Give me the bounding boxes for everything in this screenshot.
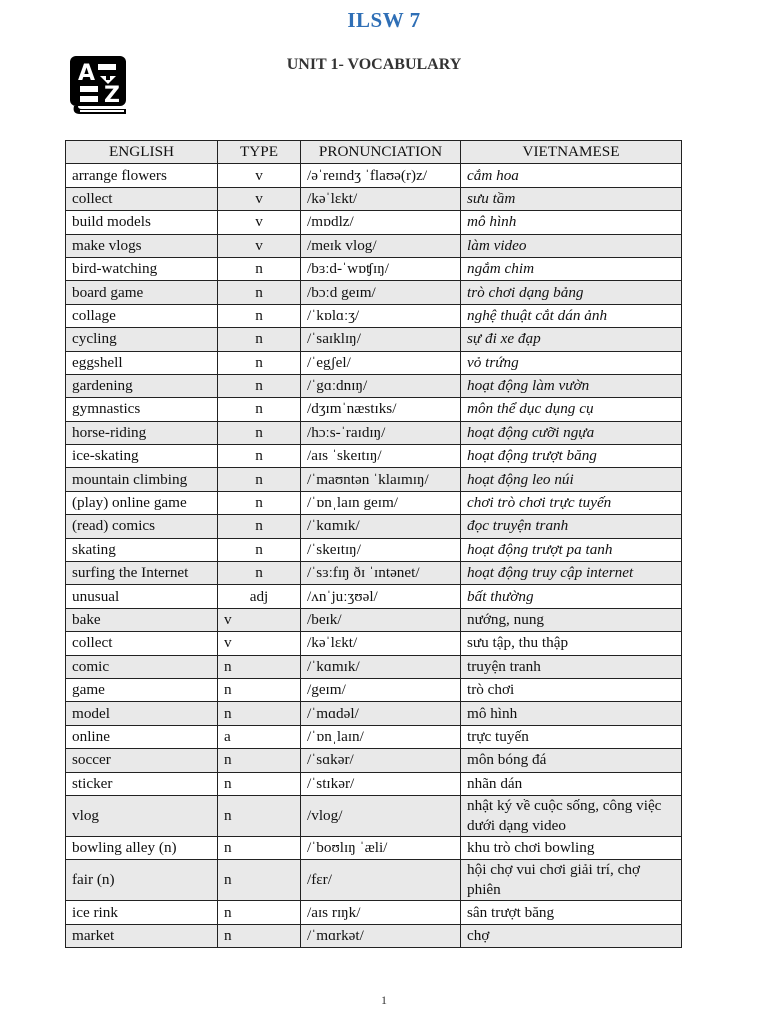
table-row xyxy=(66,924,682,947)
type-cell: n xyxy=(218,655,301,678)
table-row xyxy=(66,234,682,257)
svg-text:Z: Z xyxy=(104,83,120,108)
type-cell: n xyxy=(218,328,301,351)
type-cell: n xyxy=(218,281,301,304)
pronunciation-cell: /kəˈlɛkt/ xyxy=(301,632,461,655)
header-english: ENGLISH xyxy=(66,141,218,164)
header-pronunciation: PRONUNCIATION xyxy=(301,141,461,164)
pronunciation-cell: /vlog/ xyxy=(301,795,461,836)
type-cell: n xyxy=(218,749,301,772)
english-cell: bird-watching xyxy=(66,257,218,280)
table-row xyxy=(66,351,682,374)
pronunciation-cell: /ˈmaʊntən ˈklaɪmɪŋ/ xyxy=(301,468,461,491)
pronunciation-cell: /ˈɒnˌlaɪn geɪm/ xyxy=(301,491,461,514)
english-cell: game xyxy=(66,678,218,701)
pronunciation-cell: /bɔːd geɪm/ xyxy=(301,281,461,304)
table-row xyxy=(66,164,682,187)
english-cell: sticker xyxy=(66,772,218,795)
vietnamese-cell: sưu tập, thu thập xyxy=(461,632,682,655)
vietnamese-cell: cắm hoa xyxy=(461,164,682,187)
type-cell: n xyxy=(218,772,301,795)
table-row xyxy=(66,374,682,397)
type-cell: n xyxy=(218,468,301,491)
vietnamese-cell: đọc truyện tranh xyxy=(461,515,682,538)
type-cell: n xyxy=(218,515,301,538)
table-row xyxy=(66,257,682,280)
svg-text:A: A xyxy=(78,61,96,86)
english-cell: mountain climbing xyxy=(66,468,218,491)
pronunciation-cell: /fɛr/ xyxy=(301,860,461,901)
english-cell: bowling alley (n) xyxy=(66,836,218,859)
type-cell: v xyxy=(218,632,301,655)
english-cell: (play) online game xyxy=(66,491,218,514)
table-row xyxy=(66,772,682,795)
type-cell: v xyxy=(218,234,301,257)
vietnamese-cell: nhật ký về cuộc sống, công việc dưới dạng video xyxy=(461,795,682,836)
english-cell: ice-skating xyxy=(66,445,218,468)
english-cell: arrange flowers xyxy=(66,164,218,187)
page-title: ILSW 7 xyxy=(347,8,421,32)
vietnamese-cell: hoạt động cưỡi ngựa xyxy=(461,421,682,444)
table-row xyxy=(66,901,682,924)
vietnamese-cell: mô hình xyxy=(461,211,682,234)
vocabulary-table xyxy=(65,140,682,948)
pronunciation-cell: /geɪm/ xyxy=(301,678,461,701)
vietnamese-cell: khu trò chơi bowling xyxy=(461,836,682,859)
type-cell: n xyxy=(218,491,301,514)
vietnamese-cell: truyện tranh xyxy=(461,655,682,678)
vietnamese-cell: hoạt động trượt băng xyxy=(461,445,682,468)
vietnamese-cell: ngắm chim xyxy=(461,257,682,280)
table-row xyxy=(66,632,682,655)
type-cell: n xyxy=(218,304,301,327)
table-row xyxy=(66,585,682,608)
table-row xyxy=(66,187,682,210)
vietnamese-cell: chơi trò chơi trực tuyến xyxy=(461,491,682,514)
english-cell: soccer xyxy=(66,749,218,772)
pronunciation-cell: /ˈstɪkər/ xyxy=(301,772,461,795)
pronunciation-cell: /bɜːd-ˈwɒʧɪŋ/ xyxy=(301,257,461,280)
english-cell: vlog xyxy=(66,795,218,836)
table-row xyxy=(66,538,682,561)
pronunciation-cell: /ˈskeɪtɪŋ/ xyxy=(301,538,461,561)
type-cell: n xyxy=(218,678,301,701)
english-cell: online xyxy=(66,725,218,748)
english-cell: make vlogs xyxy=(66,234,218,257)
pronunciation-cell: /ˈboʊlɪŋ ˈæli/ xyxy=(301,836,461,859)
type-cell: n xyxy=(218,257,301,280)
pronunciation-cell: /əˈreɪndʒ ˈflaʊə(r)z/ xyxy=(301,164,461,187)
table-row xyxy=(66,562,682,585)
vietnamese-cell: sân trượt băng xyxy=(461,901,682,924)
table-row xyxy=(66,725,682,748)
table-row xyxy=(66,421,682,444)
pronunciation-cell: /ʌnˈjuːʒʊəl/ xyxy=(301,585,461,608)
vietnamese-cell: môn thể dục dụng cụ xyxy=(461,398,682,421)
vietnamese-cell: nhãn dán xyxy=(461,772,682,795)
table-row xyxy=(66,702,682,725)
english-cell: comic xyxy=(66,655,218,678)
type-cell: n xyxy=(218,836,301,859)
vietnamese-cell: nghệ thuật cắt dán ảnh xyxy=(461,304,682,327)
type-cell: n xyxy=(218,795,301,836)
pronunciation-cell: /kəˈlɛkt/ xyxy=(301,187,461,210)
english-cell: cycling xyxy=(66,328,218,351)
english-cell: collect xyxy=(66,187,218,210)
type-cell: v xyxy=(218,187,301,210)
table-row xyxy=(66,515,682,538)
a-z-dictionary-icon xyxy=(68,54,130,116)
english-cell: collage xyxy=(66,304,218,327)
type-cell: n xyxy=(218,702,301,725)
pronunciation-cell: /aɪs rɪŋk/ xyxy=(301,901,461,924)
english-cell: eggshell xyxy=(66,351,218,374)
vocabulary-table-body xyxy=(66,164,682,948)
vietnamese-cell: hoạt động truy cập internet xyxy=(461,562,682,585)
table-row xyxy=(66,655,682,678)
type-cell: n xyxy=(218,562,301,585)
pronunciation-cell: /meɪk vlog/ xyxy=(301,234,461,257)
pronunciation-cell: /ˈkɒlɑːʒ/ xyxy=(301,304,461,327)
english-cell: gardening xyxy=(66,374,218,397)
type-cell: v xyxy=(218,211,301,234)
english-cell: ice rink xyxy=(66,901,218,924)
table-row xyxy=(66,795,682,836)
english-cell: fair (n) xyxy=(66,860,218,901)
english-cell: board game xyxy=(66,281,218,304)
table-row xyxy=(66,678,682,701)
vietnamese-cell: làm video xyxy=(461,234,682,257)
english-cell: skating xyxy=(66,538,218,561)
type-cell: n xyxy=(218,421,301,444)
table-row xyxy=(66,398,682,421)
table-row xyxy=(66,491,682,514)
english-cell: (read) comics xyxy=(66,515,218,538)
english-cell: horse-riding xyxy=(66,421,218,444)
table-row xyxy=(66,860,682,901)
pronunciation-cell: /ˈsɜːfɪŋ ðɪ ˈɪntənet/ xyxy=(301,562,461,585)
english-cell: model xyxy=(66,702,218,725)
table-row xyxy=(66,281,682,304)
english-cell: surfing the Internet xyxy=(66,562,218,585)
table-row xyxy=(66,445,682,468)
pronunciation-cell: /aɪs ˈskeɪtɪŋ/ xyxy=(301,445,461,468)
type-cell: a xyxy=(218,725,301,748)
unit-title: UNIT 1- VOCABULARY xyxy=(286,56,462,73)
pronunciation-cell: /dʒɪmˈnæstɪks/ xyxy=(301,398,461,421)
table-row xyxy=(66,608,682,631)
vietnamese-cell: hoạt động làm vườn xyxy=(461,374,682,397)
table-row xyxy=(66,836,682,859)
header-vietnamese: VIETNAMESE xyxy=(461,141,682,164)
type-cell: n xyxy=(218,901,301,924)
vietnamese-cell: chợ xyxy=(461,924,682,947)
table-row xyxy=(66,468,682,491)
vietnamese-cell: nướng, nung xyxy=(461,608,682,631)
english-cell: bake xyxy=(66,608,218,631)
vietnamese-cell: trò chơi xyxy=(461,678,682,701)
vietnamese-cell: hoạt động leo núi xyxy=(461,468,682,491)
type-cell: n xyxy=(218,351,301,374)
english-cell: collect xyxy=(66,632,218,655)
header-type: TYPE xyxy=(218,141,301,164)
english-cell: gymnastics xyxy=(66,398,218,421)
type-cell: v xyxy=(218,608,301,631)
type-cell: n xyxy=(218,538,301,561)
pronunciation-cell: /ˈegʃel/ xyxy=(301,351,461,374)
pronunciation-cell: /ˈmɑdəl/ xyxy=(301,702,461,725)
vietnamese-cell: sưu tầm xyxy=(461,187,682,210)
type-cell: n xyxy=(218,398,301,421)
vietnamese-cell: mô hình xyxy=(461,702,682,725)
pronunciation-cell: /ˈɒnˌlaɪn/ xyxy=(301,725,461,748)
vietnamese-cell: hoạt động trượt pa tanh xyxy=(461,538,682,561)
vietnamese-cell: trò chơi dạng bảng xyxy=(461,281,682,304)
vietnamese-cell: hội chợ vui chơi giải trí, chợ phiên xyxy=(461,860,682,901)
type-cell: n xyxy=(218,924,301,947)
type-cell: n xyxy=(218,860,301,901)
vietnamese-cell: bất thường xyxy=(461,585,682,608)
pronunciation-cell: /mɒdlz/ xyxy=(301,211,461,234)
vietnamese-cell: trực tuyến xyxy=(461,725,682,748)
pronunciation-cell: /ˈgɑːdnɪŋ/ xyxy=(301,374,461,397)
pronunciation-cell: /hɔːs-ˈraɪdɪŋ/ xyxy=(301,421,461,444)
vietnamese-cell: vỏ trứng xyxy=(461,351,682,374)
pronunciation-cell: /ˈkɑmɪk/ xyxy=(301,515,461,538)
type-cell: v xyxy=(218,164,301,187)
table-header-row xyxy=(66,141,682,164)
table-row xyxy=(66,211,682,234)
type-cell: n xyxy=(218,374,301,397)
table-row xyxy=(66,328,682,351)
pronunciation-cell: /ˈsaɪklɪŋ/ xyxy=(301,328,461,351)
vietnamese-cell: môn bóng đá xyxy=(461,749,682,772)
english-cell: unusual xyxy=(66,585,218,608)
type-cell: adj xyxy=(218,585,301,608)
pronunciation-cell: /ˈmɑrkət/ xyxy=(301,924,461,947)
pronunciation-cell: /ˈsɑkər/ xyxy=(301,749,461,772)
pronunciation-cell: /beɪk/ xyxy=(301,608,461,631)
table-row xyxy=(66,304,682,327)
pronunciation-cell: /ˈkɑmɪk/ xyxy=(301,655,461,678)
vietnamese-cell: sự đi xe đạp xyxy=(461,328,682,351)
page-number: 1 xyxy=(381,993,387,1007)
table-row xyxy=(66,749,682,772)
type-cell: n xyxy=(218,445,301,468)
english-cell: build models xyxy=(66,211,218,234)
english-cell: market xyxy=(66,924,218,947)
